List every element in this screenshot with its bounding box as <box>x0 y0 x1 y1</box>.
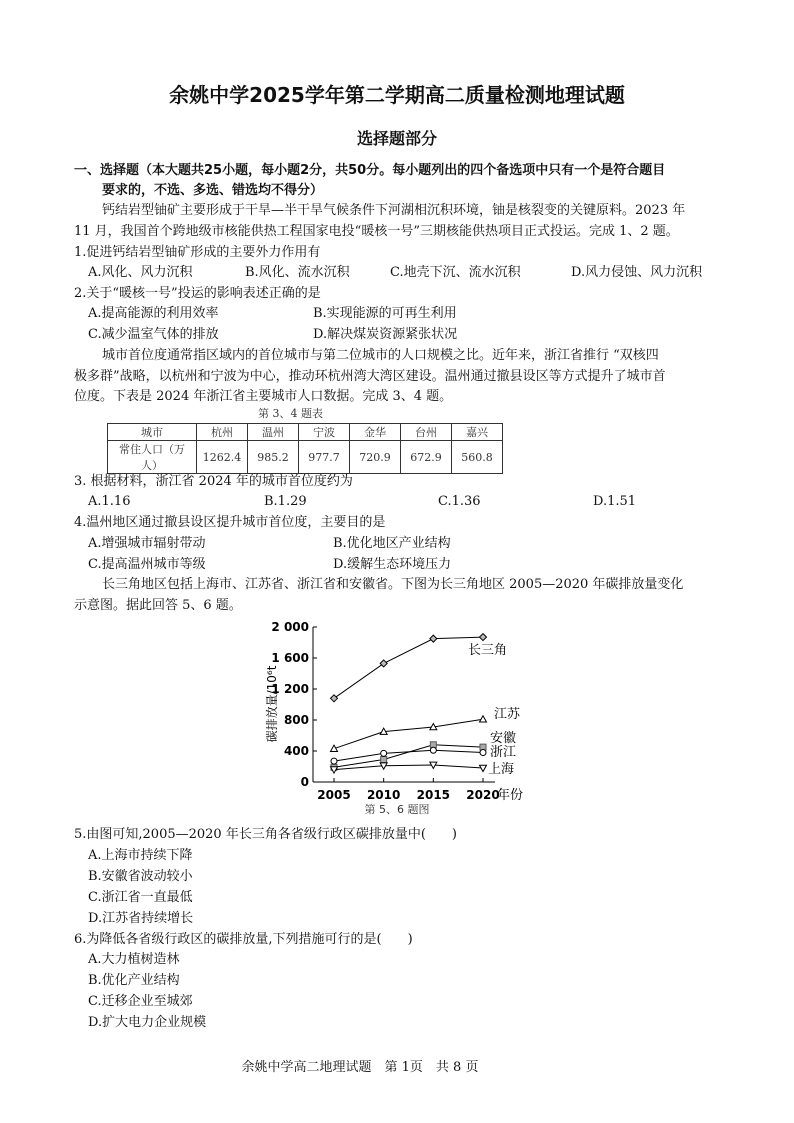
table-cell: 金华 <box>350 424 401 441</box>
table-cell: 977.7 <box>299 441 350 474</box>
data-point <box>381 757 387 763</box>
data-point <box>480 716 487 722</box>
option: B.安徽省波动较小 <box>88 869 193 884</box>
y-tick-label: 800 <box>283 713 309 727</box>
question-stem: 2.关于“暖核一号”投运的影响表述正确的是 <box>74 286 321 301</box>
option: D.1.51 <box>593 494 637 509</box>
y-axis-label: 碳排放量/10⁶t <box>265 665 279 743</box>
y-tick-label: 1 200 <box>271 682 309 696</box>
option: D.扩大电力企业规模 <box>88 1015 207 1030</box>
y-tick-label: 0 <box>300 775 309 789</box>
y-tick-label: 400 <box>283 744 309 758</box>
table-cell: 常住人口（万人） <box>108 441 197 474</box>
option: D.风力侵蚀、风力沉积 <box>571 265 703 280</box>
option: A.增强城市辐射带动 <box>88 536 206 551</box>
series-line-浙江 <box>334 750 483 761</box>
table-cell: 宁波 <box>299 424 350 441</box>
question-stem: 6.为降低各省级行政区的碳排放量,下列措施可行的是( ) <box>74 932 413 947</box>
option: C.提高温州城市等级 <box>88 557 206 572</box>
data-point <box>331 695 338 702</box>
table-cell: 1262.4 <box>197 441 248 474</box>
passage-text: 长三角地区包括上海市、江苏省、浙江省和安徽省。下图为长三角地区 2005—2020 年碳排放量变化 <box>102 577 684 592</box>
option: A.提高能源的利用效率 <box>88 306 219 321</box>
data-point <box>480 750 486 756</box>
option: B.优化地区产业结构 <box>333 536 451 551</box>
passage-text: 位度。下表是 2024 年浙江省主要城市人口数据。完成 3、4 题。 <box>74 389 453 404</box>
series-label: 上海 <box>488 762 515 777</box>
data-point <box>380 660 387 667</box>
table-cell: 杭州 <box>197 424 248 441</box>
option: C.迁移企业至城郊 <box>88 994 193 1009</box>
option: A.风化、风力沉积 <box>88 265 193 280</box>
option: A.1.16 <box>88 494 131 509</box>
option: B.优化产业结构 <box>88 973 180 988</box>
series-line-上海 <box>334 765 483 770</box>
question-stem: 1.促进钙结岩型铀矿形成的主要外力作用有 <box>74 245 321 260</box>
y-tick-label: 2 000 <box>271 620 309 634</box>
option: B.1.29 <box>264 494 307 509</box>
passage-text: 城市首位度通常指区域内的首位城市与第二位城市的人口规模之比。近年来，浙江省推行 “双核四 <box>102 348 659 363</box>
data-point <box>430 747 436 753</box>
series-label: 江苏 <box>494 707 521 722</box>
series-label: 长三角 <box>468 643 508 658</box>
table-cell: 台州 <box>401 424 452 441</box>
table-cell: 672.9 <box>401 441 452 474</box>
table-cell: 720.9 <box>350 441 401 474</box>
page-footer: 余姚中学高二地理试题 第 1页 共 8 页 <box>241 1060 479 1075</box>
passage-text: 11 月，我国首个跨地级市核能供热工程国家电投“暖核一号”三期核能供热项目正式投运。完成 1、2 题。 <box>74 224 679 239</box>
data-point <box>430 635 437 642</box>
x-tick-label: 2010 <box>366 788 401 802</box>
passage-text: 钙结岩型铀矿主要形成于干旱—半干旱气候条件下河湖相沉积环境，铀是核裂变的关键原料。2023 年 <box>102 203 686 218</box>
passage-text: 示意图。据此回答 5、6 题。 <box>74 598 242 613</box>
option: C.减少温室气体的排放 <box>88 327 219 342</box>
page-title: 余姚中学2025学年第二学期高二质量检测地理试题 <box>169 83 625 107</box>
x-axis-label: 年份 <box>497 788 524 803</box>
series-line-江苏 <box>334 719 483 748</box>
section-instructions-line2: 要求的，不选、多选、错选均不得分） <box>102 183 324 198</box>
option: B.实现能源的可再生利用 <box>313 306 457 321</box>
option: A.上海市持续下降 <box>88 848 193 863</box>
table-cell: 560.8 <box>452 441 503 474</box>
x-tick-label: 2020 <box>466 788 500 802</box>
question-stem: 4.温州地区通过撤县设区提升城市首位度，主要目的是 <box>74 515 386 530</box>
table-caption: 第 3、4 题表 <box>258 407 323 420</box>
question-stem: 5.由图可知,2005—2020 年长三角各省级行政区碳排放量中( ) <box>74 827 457 842</box>
x-tick-label: 2005 <box>317 788 351 802</box>
series-line-安徽 <box>334 745 483 767</box>
series-label: 安徽 <box>490 731 517 746</box>
option: C.地壳下沉、流水沉积 <box>390 265 521 280</box>
option: B.风化、流水沉积 <box>245 265 350 280</box>
option: D.缓解生态环境压力 <box>333 557 452 572</box>
question-stem: 3. 根据材料，浙江省 2024 年的城市首位度约为 <box>74 474 353 489</box>
table-cell: 温州 <box>248 424 299 441</box>
table-cell: 城市 <box>108 424 197 441</box>
option: C.浙江省一直最低 <box>88 890 193 905</box>
chart-caption: 第 5、6 题图 <box>364 803 430 816</box>
section-heading: 选择题部分 <box>356 129 437 148</box>
option: D.江苏省持续增长 <box>88 911 194 926</box>
option: D.解决煤炭资源紧张状况 <box>313 327 458 342</box>
table-cell: 嘉兴 <box>452 424 503 441</box>
y-tick-label: 1 600 <box>271 651 309 665</box>
passage-text: 极多群”战略，以杭州和宁波为中心，推动环杭州湾大湾区建设。温州通过撤县设区等方式提升了城市首 <box>74 369 666 384</box>
x-tick-label: 2015 <box>416 788 451 802</box>
data-point <box>480 765 487 771</box>
option: A.大力植树造林 <box>88 952 180 967</box>
section-instructions-line1: 一、选择题（本大题共25小题，每小题2分，共50分。每小题列出的四个备选项中只有一个是符合题目 <box>74 163 666 178</box>
data-point <box>331 758 337 764</box>
series-label: 浙江 <box>490 745 517 760</box>
table-cell: 985.2 <box>248 441 299 474</box>
data-point <box>480 634 487 641</box>
data-point <box>381 750 387 756</box>
series-line-长三角 <box>334 637 483 698</box>
option: C.1.36 <box>438 494 481 509</box>
